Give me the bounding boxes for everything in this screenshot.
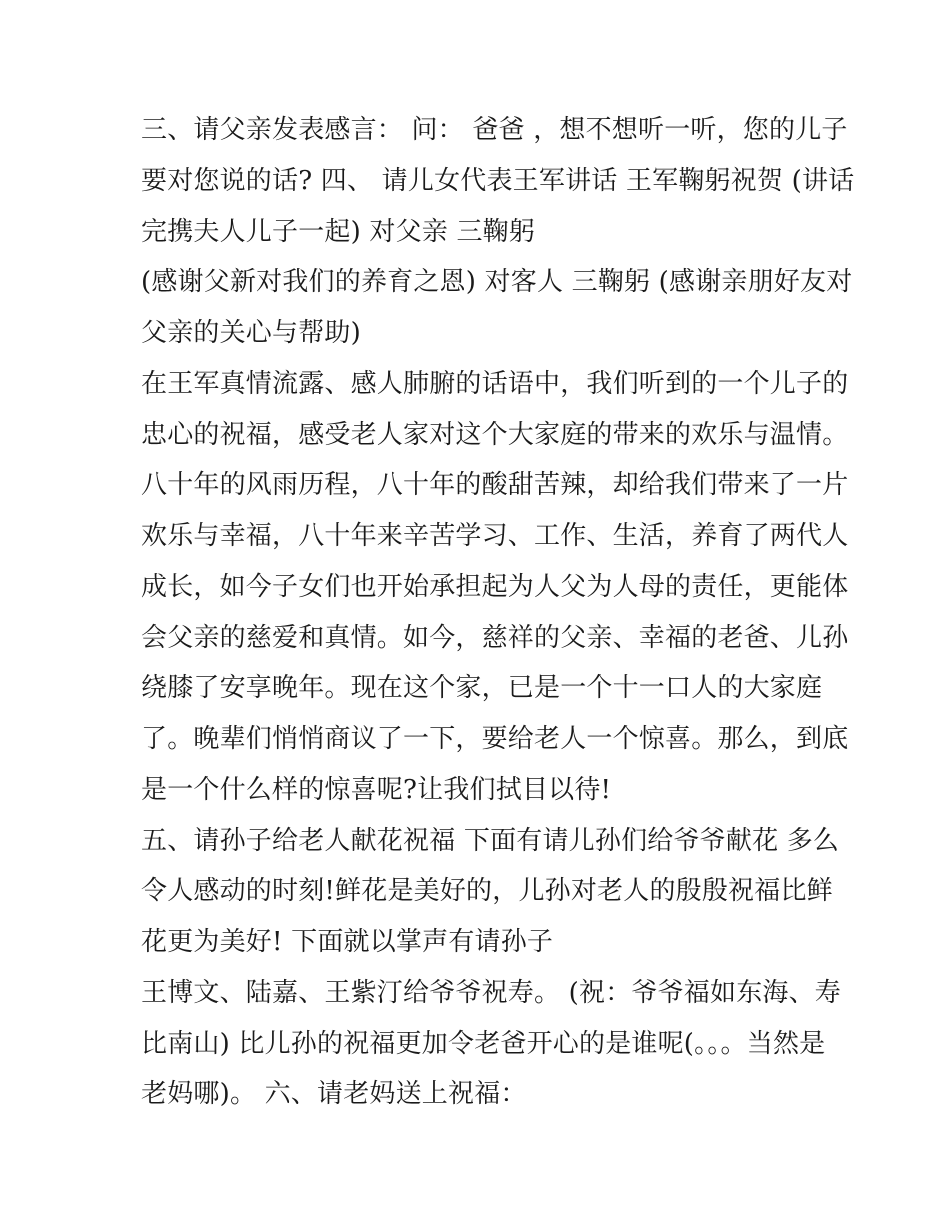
- text-line: 王博文、陆嘉、王紫汀给爷爷祝寿。 (祝：爷爷福如东海、寿: [141, 978, 842, 1008]
- text-line: 忠心的祝福，感受老人家对这个大家庭的带来的欢乐与温情。: [141, 420, 849, 450]
- text-line: 八十年的风雨历程，八十年的酸甜苦辣，却给我们带来了一片: [141, 470, 849, 500]
- text-line: 欢乐与幸福，八十年来辛苦学习、工作、生活，养育了两代人: [141, 521, 849, 551]
- text-line: 会父亲的慈爱和真情。如今，慈祥的父亲、幸福的老爸、儿孙: [141, 623, 849, 653]
- text-line: 绕膝了安享晚年。现在这个家，已是一个十一口人的大家庭: [141, 673, 823, 703]
- text-line: 三、请父亲发表感言： 问： 爸爸 ，想不想听一听，您的儿子: [141, 115, 848, 145]
- text-line: 父亲的关心与帮助): [141, 318, 361, 348]
- text-line: (感谢父新对我们的养育之恩) 对客人 三鞠躬 (感谢亲朋好友对: [141, 267, 853, 297]
- text-line: 比南山) 比儿孙的祝福更加令老爸开心的是谁呢(。。。当然是: [141, 1029, 826, 1059]
- text-line: 要对您说的话? 四、 请儿女代表王军讲话 王军鞠躬祝贺 (讲话: [141, 166, 855, 196]
- text-line: 老妈哪)。 六、请老妈送上祝福：: [141, 1079, 527, 1109]
- text-line: 花更为美好! 下面就以掌声有请孙子: [141, 927, 554, 957]
- text-line: 令人感动的时刻!鲜花是美好的，儿孙对老人的殷殷祝福比鲜: [141, 876, 833, 906]
- text-line: 五、请孙子给老人献花祝福 下面有请儿孙们给爷爷献花 多么: [141, 826, 840, 856]
- text-line: 是一个什么样的惊喜呢?让我们拭目以待!: [141, 775, 612, 805]
- text-line: 成长，如今子女们也开始承担起为人父为人母的责任，更能体: [141, 572, 849, 602]
- text-line: 了。晚辈们悄悄商议了一下，要给老人一个惊喜。那么，到底: [141, 724, 849, 754]
- text-line: 完携夫人儿子一起) 对父亲 三鞠躬: [141, 217, 536, 247]
- text-line: 在王军真情流露、感人肺腑的话语中，我们听到的一个儿子的: [141, 369, 849, 399]
